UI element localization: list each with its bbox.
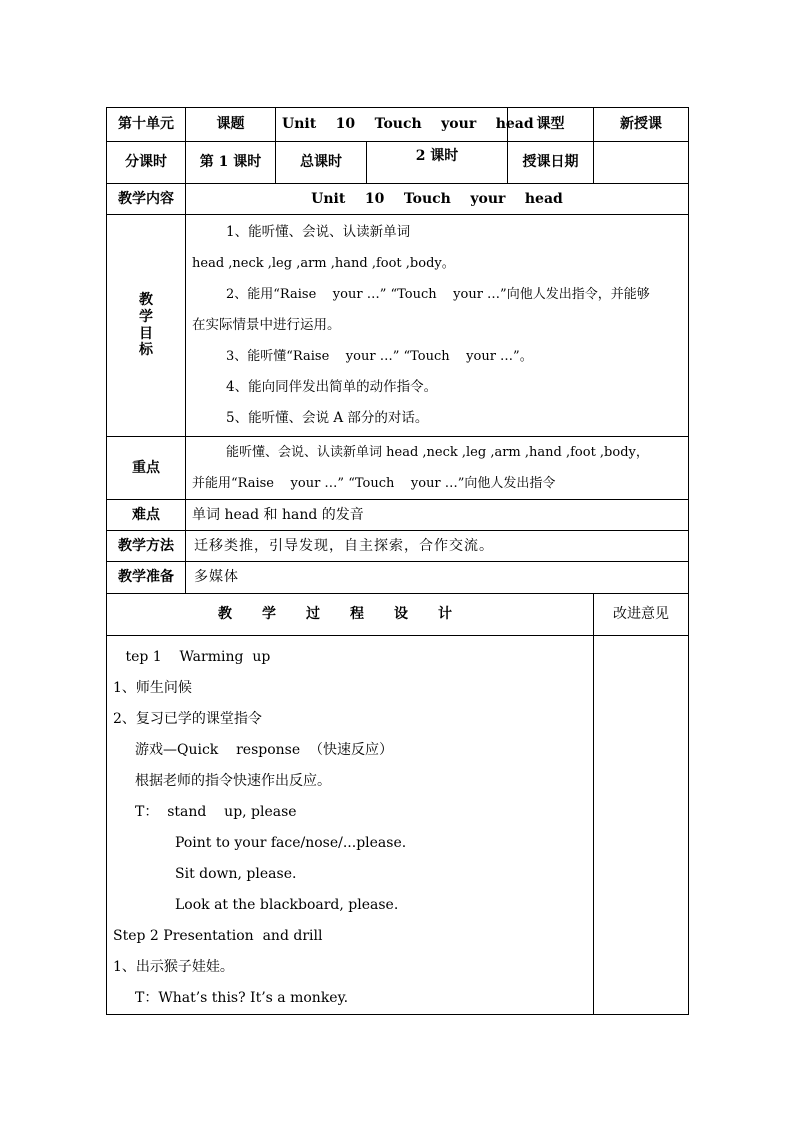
goals-label-char: 标	[139, 342, 153, 359]
goals-label	[107, 215, 186, 437]
process-line: Step 2 Presentation and drill	[113, 928, 323, 944]
topic-value: Unit 10 Touch your head	[276, 108, 508, 142]
process-line: Point to your face/nose/...please.	[175, 835, 407, 851]
process-line: 根据老师的指令快速作出反应。	[135, 773, 331, 789]
sub-period-value: 第 1 课时	[186, 142, 276, 184]
goal-line: 5、能听懂、会说 A 部分的对话。	[226, 410, 429, 426]
design-header-row	[107, 594, 689, 636]
goal-line: 4、能向同伴发出简单的动作指令。	[226, 379, 438, 395]
goal-line: head ,neck ,leg ,arm ,hand ,foot ,body。	[192, 256, 455, 271]
goal-line: 3、能听懂“Raise your …” “Touch your …”。	[226, 349, 533, 364]
process-content	[107, 636, 594, 1015]
key-points-label: 重点	[107, 437, 186, 500]
key-points-row	[107, 437, 689, 500]
preparation-label: 教学准备	[107, 562, 186, 594]
header-row	[107, 108, 689, 142]
key-points-content	[186, 437, 689, 500]
goal-line: 2、能用“Raise your …” “Touch your …”向他人发出指令，并能够	[226, 287, 650, 302]
process-line: tep 1 Warming up	[121, 649, 271, 665]
goals-label-char: 目	[139, 325, 153, 342]
method-label: 教学方法	[107, 531, 186, 562]
teaching-date-label: 授课日期	[508, 142, 594, 184]
design-title: 教学过程设计	[107, 594, 594, 636]
lesson-type-label: 课型	[508, 108, 594, 142]
goal-line: 1、能听懂、会说、认读新单词	[226, 224, 411, 240]
goals-content	[186, 215, 689, 437]
topic-label: 课题	[186, 108, 276, 142]
key-point-line: 并能用“Raise your …” “Touch your …”向他人发出指令	[192, 476, 556, 491]
preparation-row	[107, 562, 689, 594]
content-value: Unit 10 Touch your head	[186, 184, 689, 215]
total-period-value: 2 课时	[367, 142, 508, 184]
process-line: Sit down, please.	[175, 866, 297, 882]
method-row	[107, 531, 689, 562]
difficulty-row	[107, 500, 689, 531]
process-line: Look at the blackboard, please.	[175, 897, 399, 913]
advice-label: 改进意见	[594, 594, 689, 636]
difficulty-value: 单词 head 和 hand 的发音	[186, 500, 689, 531]
process-line: T：What’s this? It’s a monkey.	[135, 990, 349, 1006]
goals-label-char: 教	[139, 291, 153, 308]
preparation-value: 多媒体	[186, 562, 689, 594]
content-label: 教学内容	[107, 184, 186, 215]
method-value: 迁移类推，引导发现，自主探索，合作交流。	[186, 531, 689, 562]
lesson-plan-table	[106, 107, 689, 1015]
difficulty-label: 难点	[107, 500, 186, 531]
process-line: 1、师生问候	[113, 680, 192, 696]
process-row	[107, 636, 689, 1015]
goal-line: 在实际情景中进行运用。	[192, 317, 341, 333]
lesson-type-value: 新授课	[594, 108, 689, 142]
advice-content	[594, 636, 689, 1015]
key-point-line: 能听懂、会说、认读新单词 head ,neck ,leg ,arm ,hand ,foot ,body，	[226, 445, 649, 460]
period-row	[107, 142, 689, 184]
process-line: 1、出示猴子娃娃。	[113, 959, 234, 975]
goals-label-char: 学	[139, 308, 153, 325]
process-line: T： stand up, please	[135, 804, 297, 820]
total-period-label: 总课时	[276, 142, 367, 184]
content-row	[107, 184, 689, 215]
goals-row	[107, 215, 689, 437]
process-line: 2、复习已学的课堂指令	[113, 711, 262, 727]
teaching-date-value	[594, 142, 689, 184]
unit-cell: 第十单元	[107, 108, 186, 142]
sub-period-label: 分课时	[107, 142, 186, 184]
process-line: 游戏—Quick response （快速反应）	[135, 742, 394, 758]
